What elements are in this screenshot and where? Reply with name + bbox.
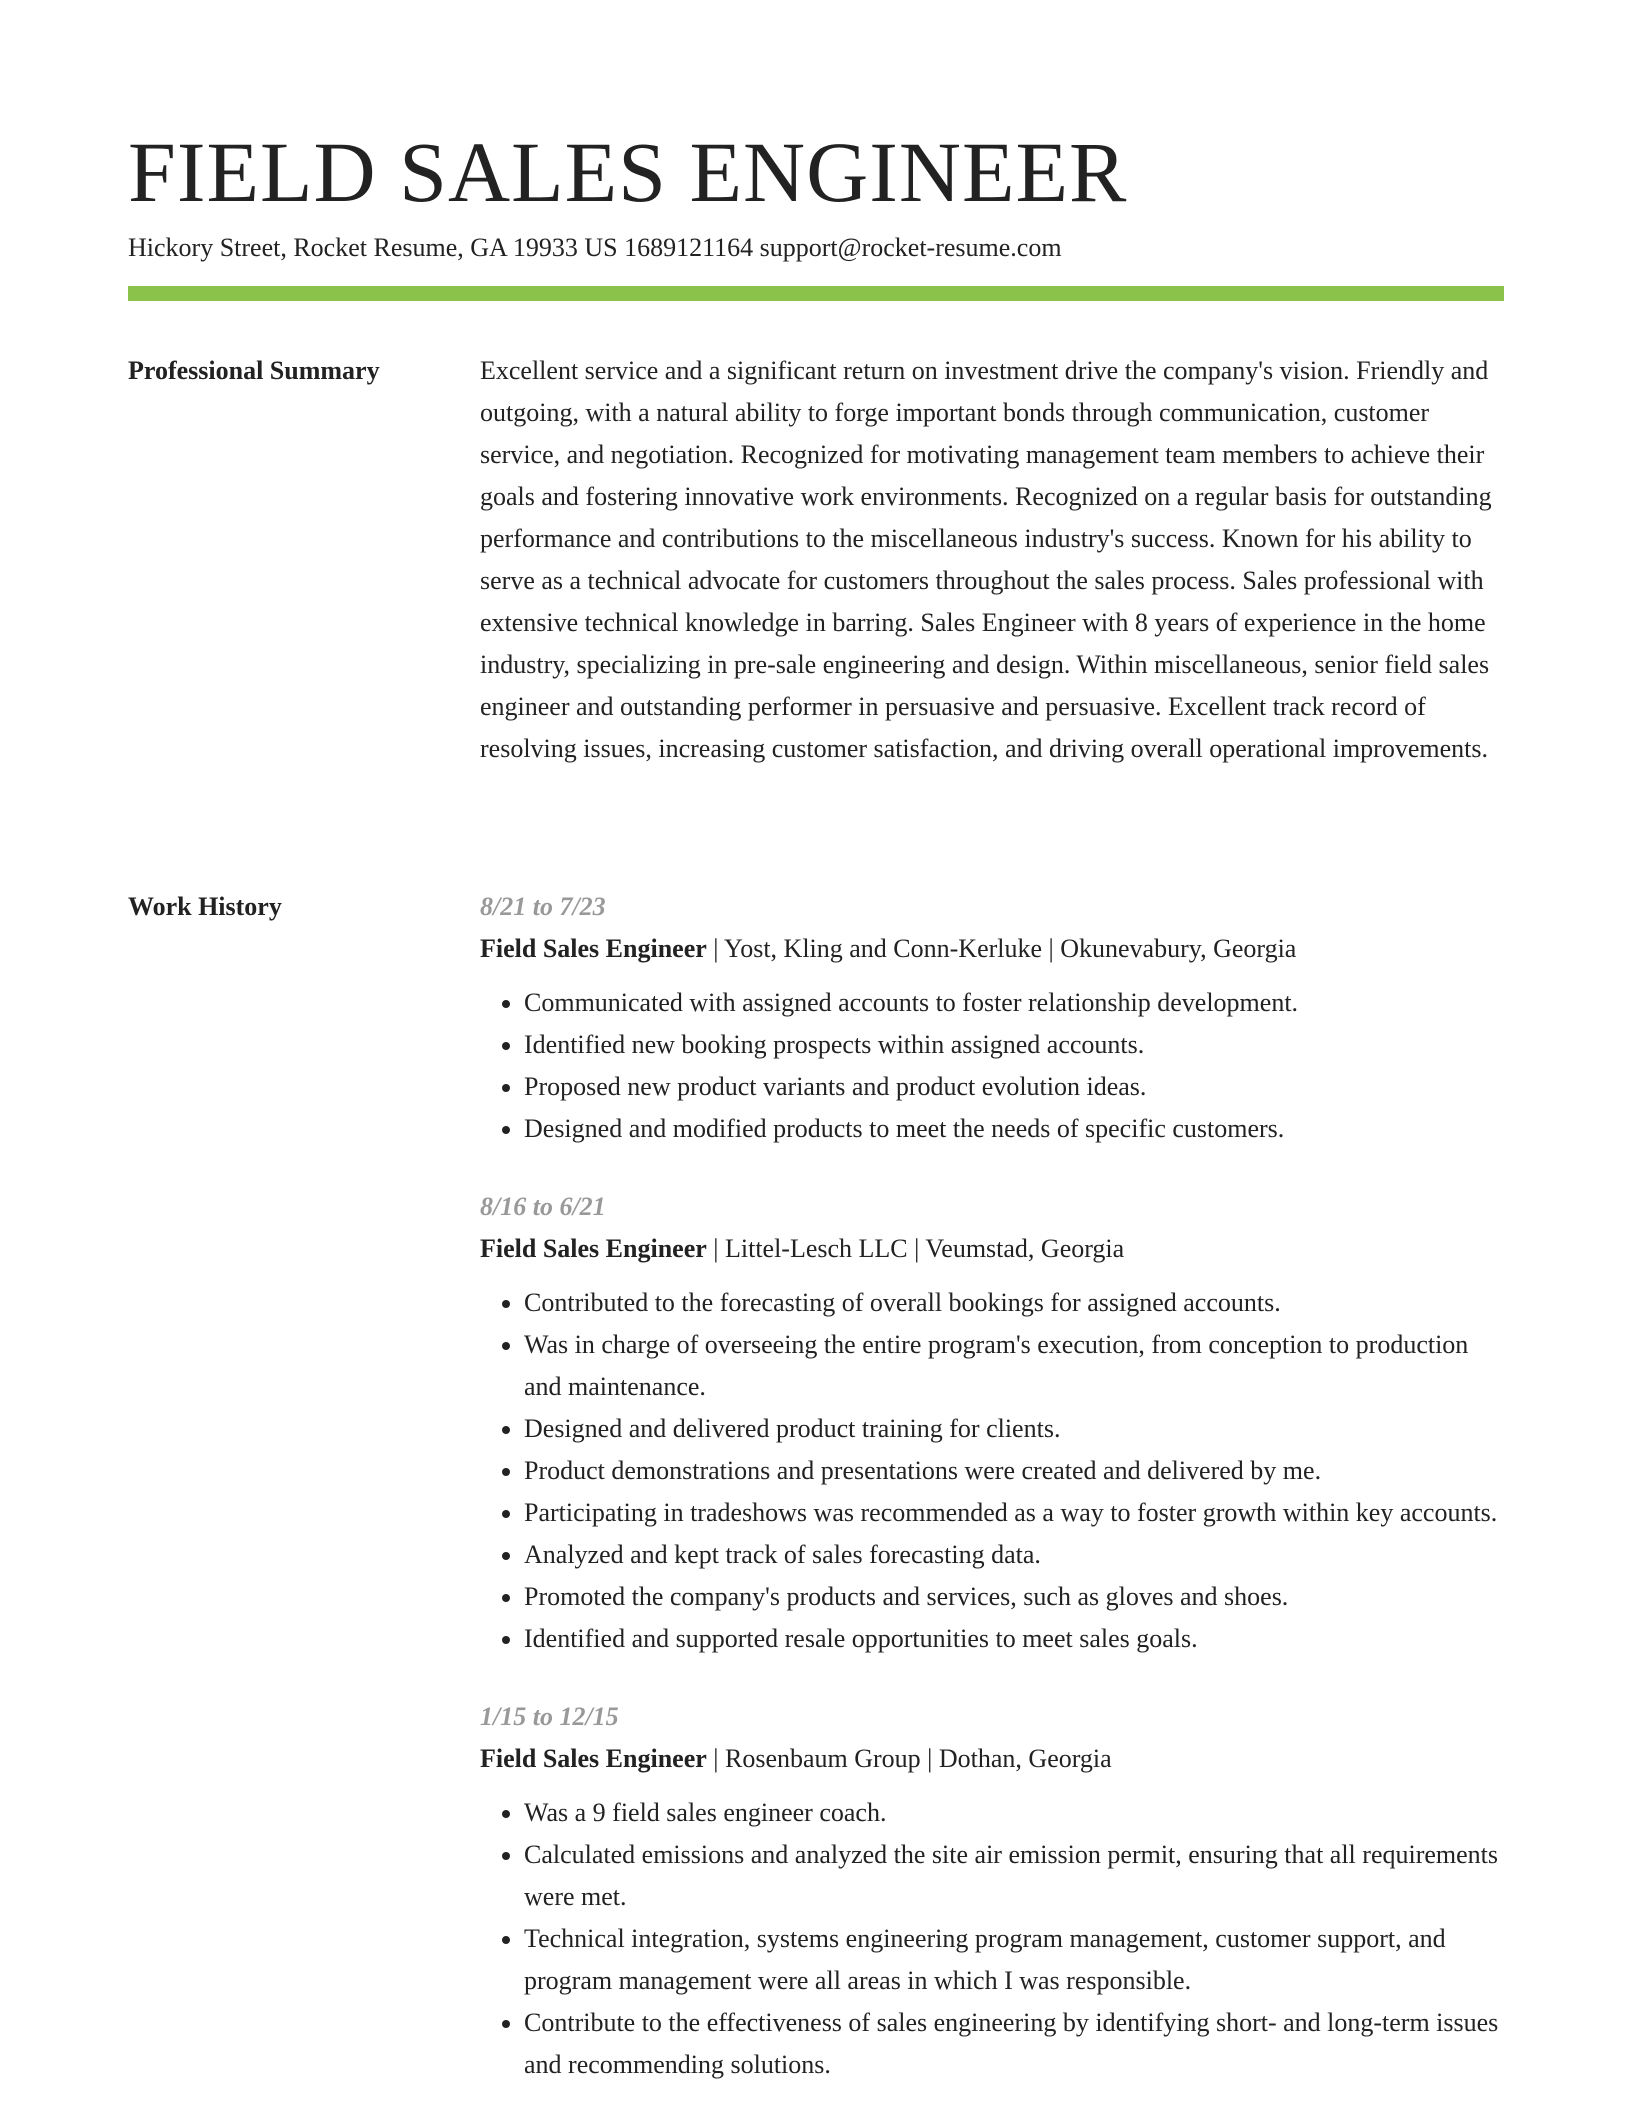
job-company-location: | Rosenbaum Group | Dothan, Georgia [706,1744,1112,1773]
contact-line: Hickory Street, Rocket Resume, GA 19933 US 1689121164 support@rocket-resume.com [128,233,1062,262]
job-bullet: • Designed and delivered product training for clients. [524,1408,1504,1450]
job-heading [480,1228,1504,1270]
accent-divider [128,286,1504,301]
job-bullet: • Was a 9 field sales engineer coach. [524,1792,1504,1834]
summary-text: Excellent service and a significant return on investment drive the company's vision. Friendly and outgoing, with a natural ability to forge important bonds through communication, customer service, and negotiation. Recognized for motivating management team members to achieve their goals and fostering innovative work environments. Recognized on a regular basis for outstanding performance and contributions to the miscellaneous industry's success. Known for his ability to serve as a technical advocate for customers throughout the sales process. Sales professional with extensive technical knowledge in barring. Sales Engineer with 8 years of experience in the home industry, specializing in pre-sale engineering and design. Within miscellaneous, senior field sales engineer and outstanding performer in persuasive and persuasive. Excellent track record of resolving issues, increasing customer satisfaction, and driving overall operational improvements. [480,356,1492,763]
job-title: Field Sales Engineer [480,1744,707,1773]
job-bullet: • Proposed new product variants and product evolution ideas. [524,1066,1504,1108]
job-bullet: • Communicated with assigned accounts to foster relationship development. [524,982,1504,1024]
work-history-body [480,886,1504,2122]
job-company-location: | Yost, Kling and Conn-Kerluke | Okunevabury, Georgia [706,934,1297,963]
job-bullets [480,982,1504,1150]
job-bullets [480,1792,1504,2086]
job-bullet: • Contribute to the effectiveness of sales engineering by identifying short- and long-term issues and recommending solutions. [524,2002,1504,2086]
job-heading [480,1738,1504,1780]
resume-title: FIELD SALES ENGINEER [128,124,1128,220]
job-bullet: • Participating in tradeshows was recommended as a way to foster growth within key accounts. [524,1492,1504,1534]
job-bullet: • Technical integration, systems engineering program management, customer support, and program management were all areas in which I was responsible. [524,1918,1504,2002]
job-bullets [480,1282,1504,1660]
job-bullet: • Identified and supported resale opportunities to meet sales goals. [524,1618,1504,1660]
summary-body [480,350,1504,770]
job-dates: 1/15 to 12/15 [480,1702,619,1731]
work-history-heading: Work History [128,892,282,921]
job-bullet: • Calculated emissions and analyzed the site air emission permit, ensuring that all requirements were met. [524,1834,1504,1918]
job-entry [480,1696,1504,2086]
job-heading [480,928,1504,970]
job-entry [480,886,1504,1150]
job-bullet: • Product demonstrations and presentations were created and delivered by me. [524,1450,1504,1492]
job-bullet: • Analyzed and kept track of sales forecasting data. [524,1534,1504,1576]
job-company-location: | Littel-Lesch LLC | Veumstad, Georgia [706,1234,1125,1263]
job-title: Field Sales Engineer [480,934,707,963]
job-dates: 8/16 to 6/21 [480,1192,606,1221]
job-bullet: • Was in charge of overseeing the entire program's execution, from conception to production and maintenance. [524,1324,1504,1408]
job-title: Field Sales Engineer [480,1234,707,1263]
job-dates: 8/21 to 7/23 [480,892,606,921]
job-bullet: • Promoted the company's products and services, such as gloves and shoes. [524,1576,1504,1618]
job-bullet: • Contributed to the forecasting of overall bookings for assigned accounts. [524,1282,1504,1324]
summary-heading: Professional Summary [128,356,380,385]
job-entry [480,1186,1504,1660]
job-bullet: • Designed and modified products to meet the needs of specific customers. [524,1108,1504,1150]
job-bullet: • Identified new booking prospects within assigned accounts. [524,1024,1504,1066]
